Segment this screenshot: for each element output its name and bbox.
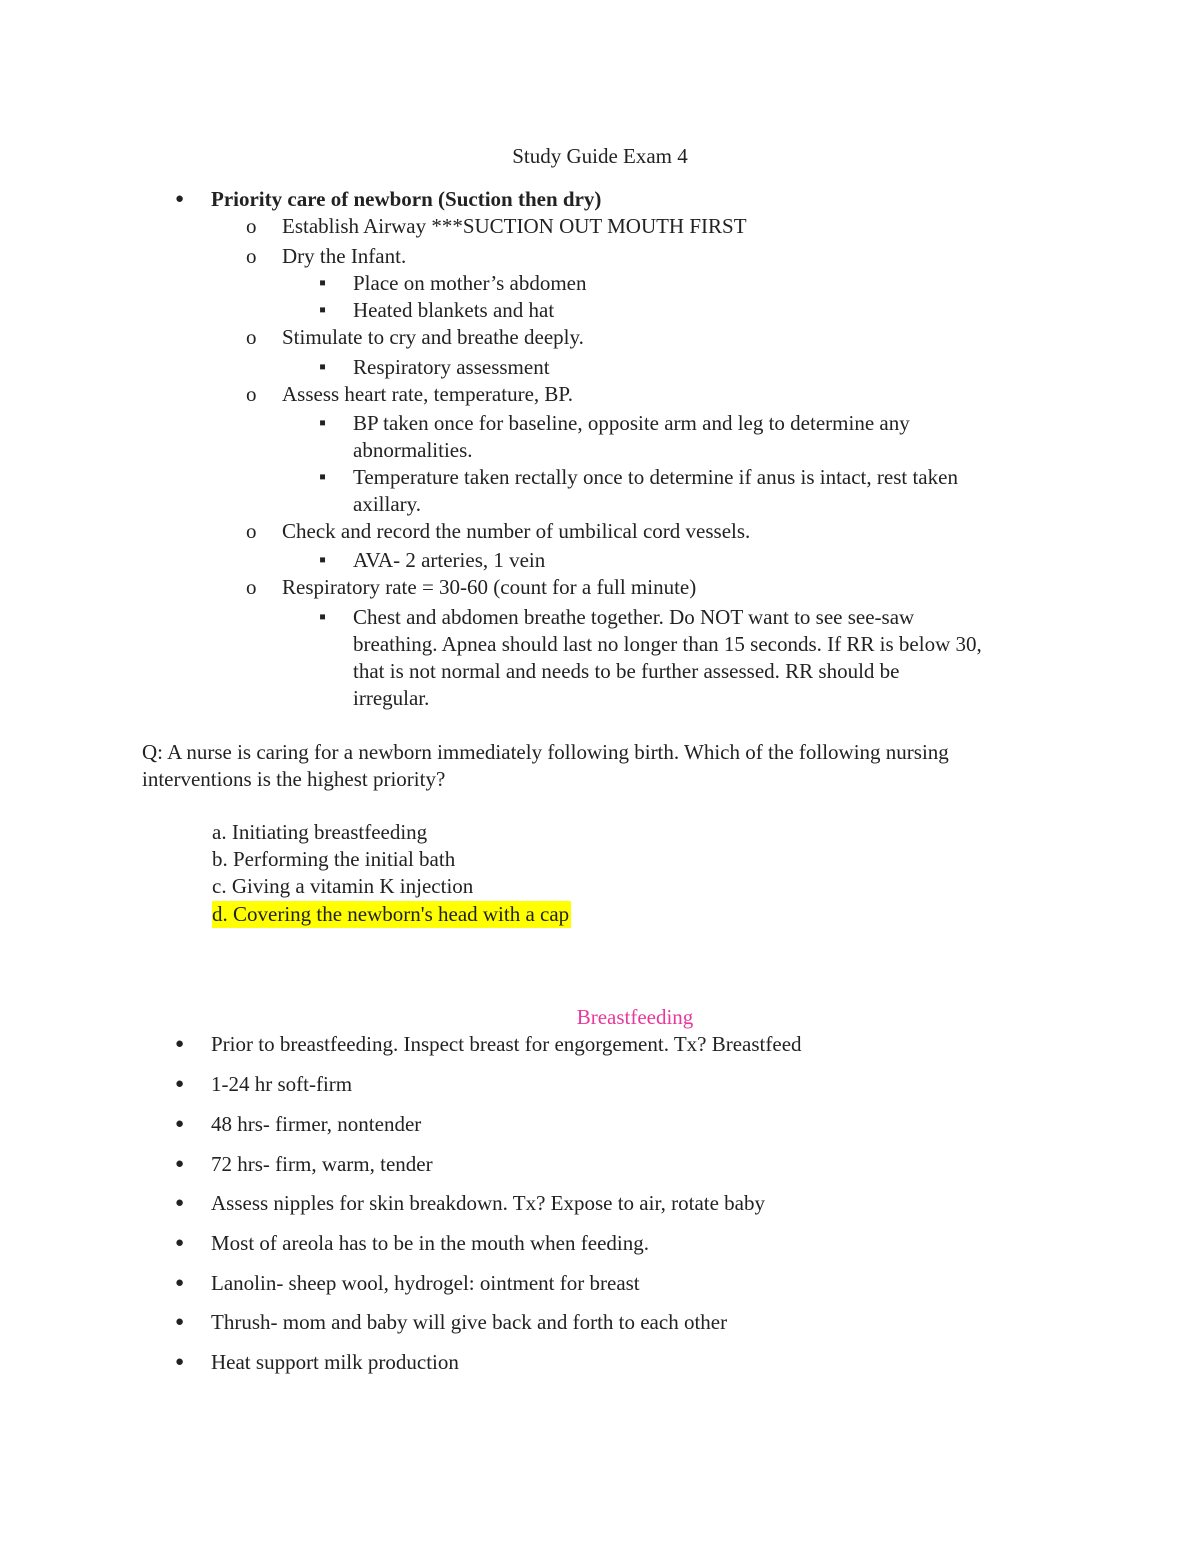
list-subitem: ▪ Respiratory assessment: [353, 354, 550, 381]
list-item: ● Most of areola has to be in the mouth when feeding.: [211, 1230, 649, 1257]
document-title: Study Guide Exam 4: [512, 144, 688, 168]
list-item: o Stimulate to cry and breathe deeply.: [282, 324, 584, 351]
list-subitem: ▪ BP taken once for baseline, opposite arm and leg to determine any: [353, 410, 910, 437]
list-subitem-continuation: breathing. Apnea should last no longer than 15 seconds. If RR is below 30,: [353, 632, 982, 656]
list-item: ● Lanolin- sheep wool, hydrogel: ointment for breast: [211, 1270, 640, 1297]
list-item: ● Assess nipples for skin breakdown. Tx? Expose to air, rotate baby: [211, 1190, 765, 1217]
list-item: o Dry the Infant.: [282, 243, 406, 270]
list-item: ● Prior to breastfeeding. Inspect breast for engorgement. Tx? Breastfeed: [211, 1031, 802, 1058]
list-item: ● 1-24 hr soft-firm: [211, 1071, 352, 1098]
list-item: ● 72 hrs- firm, warm, tender: [211, 1151, 433, 1178]
list-subitem: ▪ Place on mother’s abdomen: [353, 270, 586, 297]
list-subitem: ▪ Chest and abdomen breathe together. Do NOT want to see see-saw: [353, 604, 914, 631]
list-subitem: ▪ AVA- 2 arteries, 1 vein: [353, 547, 545, 574]
question-stem: Q: A nurse is caring for a newborn immediately following birth. Which of the following nursing: [142, 740, 949, 764]
section-heading-newborn-care: ● Priority care of newborn (Suction then dry): [211, 186, 601, 213]
section-heading-breastfeeding: Breastfeeding: [576, 1005, 694, 1029]
question-stem: interventions is the highest priority?: [142, 767, 446, 791]
answer-option-a: a. Initiating breastfeeding: [212, 820, 428, 844]
list-item: o Establish Airway ***SUCTION OUT MOUTH FIRST: [282, 213, 747, 240]
list-item: o Assess heart rate, temperature, BP.: [282, 381, 573, 408]
list-item: ● Thrush- mom and baby will give back and forth to each other: [211, 1309, 727, 1336]
answer-option-d-highlighted: d. Covering the newborn's head with a cap: [212, 902, 570, 926]
list-subitem: ▪ Heated blankets and hat: [353, 297, 554, 324]
list-subitem-continuation: axillary.: [353, 492, 422, 516]
list-item: ● 48 hrs- firmer, nontender: [211, 1111, 421, 1138]
list-subitem: ▪ Temperature taken rectally once to determine if anus is intact, rest taken: [353, 464, 958, 491]
list-subitem-continuation: irregular.: [353, 686, 430, 710]
answer-option-b: b. Performing the initial bath: [212, 847, 456, 871]
answer-option-c: c. Giving a vitamin K injection: [212, 874, 474, 898]
list-item: o Respiratory rate = 30-60 (count for a full minute): [282, 574, 696, 601]
list-item: o Check and record the number of umbilical cord vessels.: [282, 518, 750, 545]
list-subitem-continuation: abnormalities.: [353, 438, 473, 462]
list-subitem-continuation: that is not normal and needs to be further assessed. RR should be: [353, 659, 900, 683]
list-item: ● Heat support milk production: [211, 1349, 459, 1376]
